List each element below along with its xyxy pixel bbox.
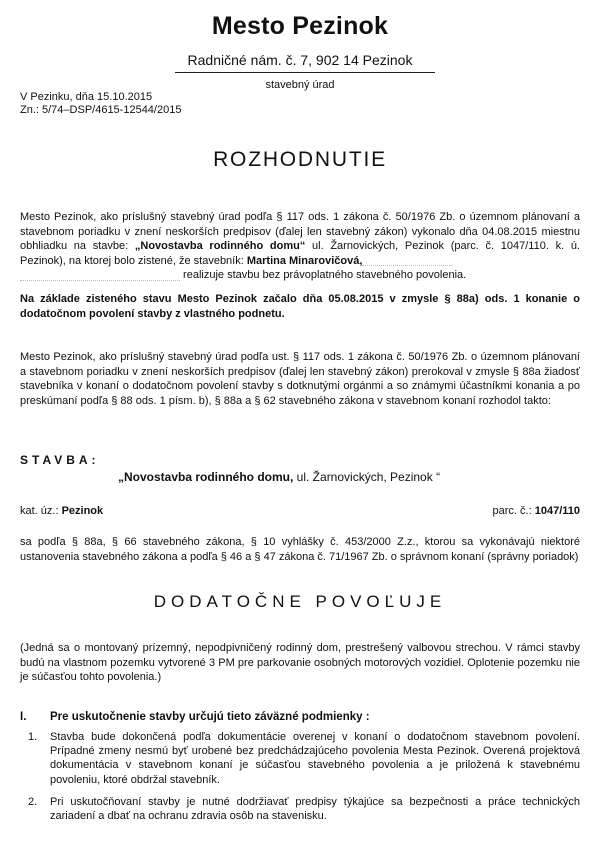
legal-basis-paragraph: sa podľa § 88a, § 66 stavebného zákona, § 10 vyhlášky č. 453/2000 Z.z., ktorou sa vykonávajú niektoré ustanovenia stavebného zákona a podľa § 46 a § 47 zákona č. 71/1967 Zb. o správnom konaní (správny poriadok)	[20, 536, 580, 563]
intro-paragraph	[20, 210, 580, 283]
section-heading	[20, 711, 370, 723]
section-number: I.	[20, 711, 27, 723]
cadastre-row	[20, 505, 580, 517]
parcel-field	[493, 505, 580, 517]
intro-text-3: realizuje stavbu bez právoplatného stavebného povolenia.	[180, 269, 467, 282]
date-line: V Pezinku, dňa 15.10.2015	[20, 91, 153, 103]
reference-number: Zn.: 5/74–DSP/4615-12544/2015	[20, 104, 182, 116]
decision-heading: DODATOČNE POVOĽUJE	[153, 592, 447, 611]
condition-text: Pri uskutočňovaní stavby je nutné dodržiavať predpisy týkajúce sa bezpečnosti a práce technických zariadení a dbať na ochranu zdravia osôb na stavenisku.	[50, 796, 580, 823]
intro-builder-name: Martina Minarovičová,	[246, 254, 363, 267]
cadastre-value: Pezinok	[61, 505, 104, 517]
condition-number: 1.	[28, 731, 38, 743]
condition-number: 2.	[28, 796, 38, 808]
condition-item	[28, 730, 580, 787]
redaction-mark	[20, 270, 180, 281]
intro-text-1: Mesto Pezinok, ako príslušný stavebný úrad podľa § 117 ods. 1 zákona č. 50/1976 Zb. o územnom plánovaní a stavebnom poriadku v znení neskorších predpisov (ďalej len stavebný zákon) vykonalo dňa 04.08.2015 miestnu obhliadku na stavbe:	[20, 211, 580, 253]
stavba-name	[118, 470, 440, 484]
municipality-address: Radničné nám. č. 7, 902 14 Pezinok	[187, 52, 413, 68]
procedure-paragraph: Mesto Pezinok, ako príslušný stavebný úrad podľa ust. § 117 ods. 1 zákona č. 50/1976 Zb. o územnom plánovaní a stavebnom poriadku v znení neskorších predpisov (ďalej len stavebný zákon) prerokoval v zmysle § 88a žiadosť stavebníka v konaní o dodatočnom povolení stavby s dotknutými orgánmi a so známymi účastníkmi konania a po preskúmaní podľa § 88 ods. 1 písm. b), § 88a a § 62 stavebného zákona v stavebnom konaní rozhodol takto:	[20, 351, 580, 407]
description-paragraph: (Jedná sa o montovaný prízemný, nepodpivničený rodinný dom, prestrešený valbovou strechou. V rámci stavby budú na vlastnom pozemku vytvorené 3 PM pre parkovanie osobných motorových vozidiel. Oplotenie pozemku nie je súčasťou tohto povolenia.)	[20, 642, 580, 684]
stavba-name-bold: „Novostavba rodinného domu,	[118, 470, 294, 484]
finding-paragraph: Na základe zisteného stavu Mesto Pezinok začalo dňa 05.08.2015 v zmysle § 88a) ods. 1 konanie o dodatočnom povolení stavby z vlastného podnetu.	[20, 293, 580, 320]
header-divider	[175, 72, 435, 73]
parcel-value: 1047/110	[534, 505, 580, 517]
redaction-mark	[362, 255, 452, 266]
cadastre-label: kat. úz.:	[20, 505, 62, 517]
office-name: stavebný úrad	[265, 79, 335, 91]
stavba-label: STAVBA:	[20, 453, 100, 467]
parcel-label: parc. č.:	[492, 505, 535, 517]
intro-text-2: ul. Žarnovických, Pezinok (parc. č. 1047/110. k. ú. Pezinok), na ktorej bolo zistené, že stavebník:	[20, 240, 580, 267]
condition-item	[28, 795, 580, 823]
condition-text: Stavba bude dokončená podľa dokumentácie overenej v konaní o dodatočnom stavebnom povolení. Prípadné zmeny nesmú byť urobené bez predchádzajúceho povolenia Mesta Pezinok. Overená projektová dokumentácia v stavebnom konaní je súčasťou stavebného povolenia a je priložená k stavebnému povoleniu, ktoré obdržal stavebník.	[50, 731, 580, 786]
intro-project-name: „Novostavba rodinného domu“	[134, 240, 306, 253]
document-title: ROZHODNUTIE	[213, 148, 387, 171]
section-title: Pre uskutočnenie stavby určujú tieto záväzné podmienky :	[50, 711, 370, 723]
municipality-title: Mesto Pezinok	[211, 12, 389, 40]
stavba-name-rest: ul. Žarnovických, Pezinok “	[293, 470, 441, 484]
